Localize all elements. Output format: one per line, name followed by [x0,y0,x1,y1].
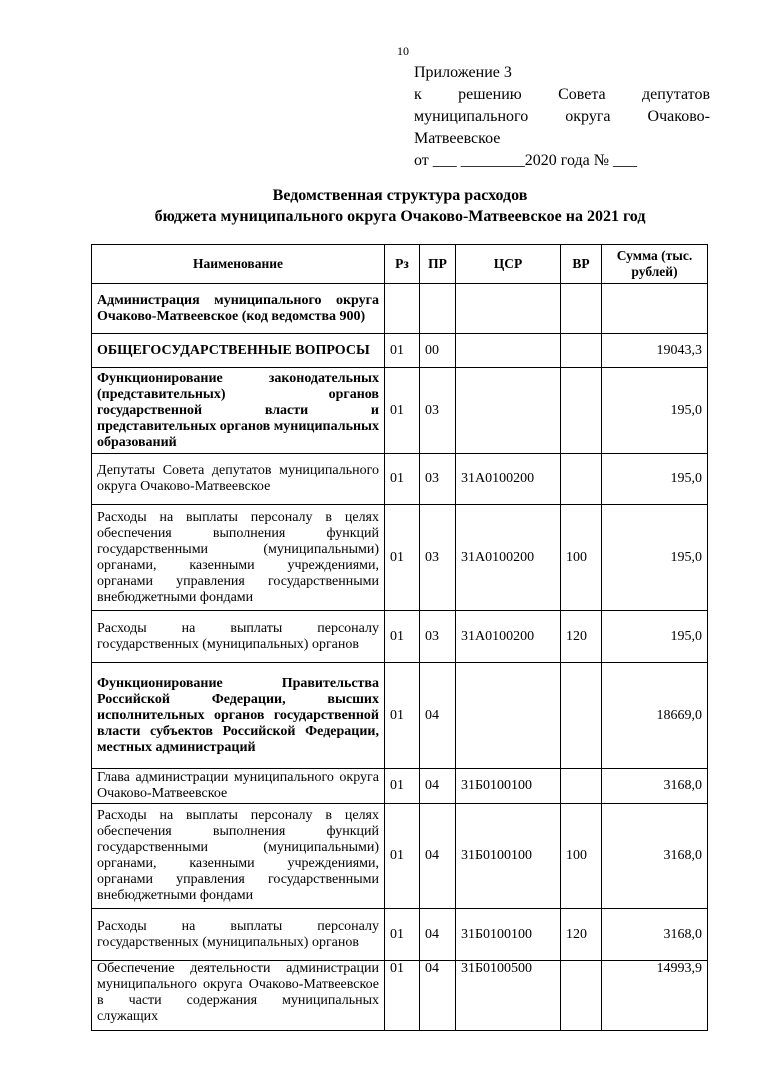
appendix-block [414,62,710,172]
cell-rz: 01 [385,804,420,909]
cell-vr: 120 [561,611,602,663]
cell-sum: 195,0 [602,611,708,663]
table-row [92,663,708,769]
cell-name: Депутаты Совета депутатов муниципального округа Очаково-Матвеевское [92,454,385,505]
cell-rz: 01 [385,961,420,1031]
cell-rz: 01 [385,611,420,663]
table-row [92,505,708,611]
cell-pr: 04 [420,961,456,1031]
cell-csr [456,284,561,334]
cell-csr: 31А0100200 [456,611,561,663]
cell-sum: 3168,0 [602,804,708,909]
table-row [92,909,708,961]
table-header-row [92,245,708,284]
cell-name: Обеспечение деятельности администрации муниципального округа Очаково-Матвеевское в части содержания муниципальных служащих [92,961,385,1031]
cell-name: Расходы на выплаты персоналу государственных (муниципальных) органов [92,611,385,663]
cell-vr [561,663,602,769]
cell-rz: 01 [385,909,420,961]
cell-vr [561,368,602,454]
appendix-line: Приложение 3 [414,64,512,81]
cell-name: Администрация муниципального округа Очаково-Матвеевское (код ведомства 900) [92,284,385,334]
header-name: Наименование [92,245,385,284]
cell-name: Глава администрации муниципального округа Очаково-Матвеевское [92,769,385,804]
cell-csr: 31Б0100100 [456,769,561,804]
cell-vr [561,454,602,505]
cell-sum: 3168,0 [602,909,708,961]
cell-rz: 01 [385,368,420,454]
cell-pr: 03 [420,505,456,611]
title-line: бюджета муниципального округа Очаково-Матвеевское на 2021 год [154,208,646,225]
cell-csr: 31Б0100500 [456,961,561,1031]
header-rz: Рз [385,245,420,284]
cell-name: Расходы на выплаты персоналу в целях обеспечения выполнения функций государственными (муниципальными) органами, казенными учреждениями, органами управления государственными внебюджетными фондами [92,804,385,909]
appendix-line: к решению Совета депутатов [414,86,710,103]
cell-csr [456,663,561,769]
document-title [60,185,740,227]
cell-rz [385,284,420,334]
cell-sum: 195,0 [602,505,708,611]
cell-pr [420,284,456,334]
appendix-line: Матвеевское [414,130,501,147]
table-row [92,368,708,454]
cell-rz: 01 [385,505,420,611]
cell-vr: 100 [561,804,602,909]
cell-sum: 14993,9 [602,961,708,1031]
cell-name: Функционирование законодательных (представительных) органов государственной власти и представительных органов муниципальных образований [92,368,385,454]
table-row [92,334,708,368]
table-row [92,961,708,1031]
cell-vr [561,769,602,804]
cell-rz: 01 [385,334,420,368]
cell-pr: 00 [420,334,456,368]
cell-pr: 03 [420,454,456,505]
header-vr: ВР [561,245,602,284]
cell-vr: 100 [561,505,602,611]
cell-pr: 04 [420,909,456,961]
cell-name: Функционирование Правительства Российской Федерации, высших исполнительных органов государственной власти субъектов Российской Федерации, местных администраций [92,663,385,769]
cell-rz: 01 [385,663,420,769]
cell-pr: 03 [420,368,456,454]
table-row [92,804,708,909]
cell-sum [602,284,708,334]
cell-csr [456,368,561,454]
table-row [92,454,708,505]
cell-pr: 04 [420,769,456,804]
cell-sum: 195,0 [602,368,708,454]
table-row [92,769,708,804]
cell-sum: 195,0 [602,454,708,505]
title-line: Ведомственная структура расходов [272,187,528,204]
appendix-line: от ___ ________2020 года № ___ [414,152,637,169]
cell-csr: 31А0100200 [456,454,561,505]
header-csr: ЦСР [456,245,561,284]
cell-vr [561,284,602,334]
cell-csr: 31А0100200 [456,505,561,611]
cell-sum: 19043,3 [602,334,708,368]
table-row [92,611,708,663]
cell-vr: 120 [561,909,602,961]
cell-name: ОБЩЕГОСУДАРСТВЕННЫЕ ВОПРОСЫ [92,334,385,368]
cell-csr: 31Б0100100 [456,804,561,909]
appendix-line: муниципального округа Очаково- [414,108,710,125]
cell-rz: 01 [385,769,420,804]
table-row [92,284,708,334]
cell-csr [456,334,561,368]
cell-sum: 3168,0 [602,769,708,804]
cell-csr: 31Б0100100 [456,909,561,961]
cell-sum: 18669,0 [602,663,708,769]
page-number: 10 [397,44,409,58]
cell-name: Расходы на выплаты персоналу в целях обеспечения выполнения функций государственными (муниципальными) органами, казенными учреждениями, органами управления государственными внебюджетными фондами [92,505,385,611]
header-pr: ПР [420,245,456,284]
cell-vr [561,334,602,368]
cell-pr: 03 [420,611,456,663]
header-sum: Сумма (тыс. рублей) [602,245,708,284]
cell-pr: 04 [420,804,456,909]
budget-table [91,244,708,1031]
cell-vr [561,961,602,1031]
cell-name: Расходы на выплаты персоналу государственных (муниципальных) органов [92,909,385,961]
cell-pr: 04 [420,663,456,769]
cell-rz: 01 [385,454,420,505]
